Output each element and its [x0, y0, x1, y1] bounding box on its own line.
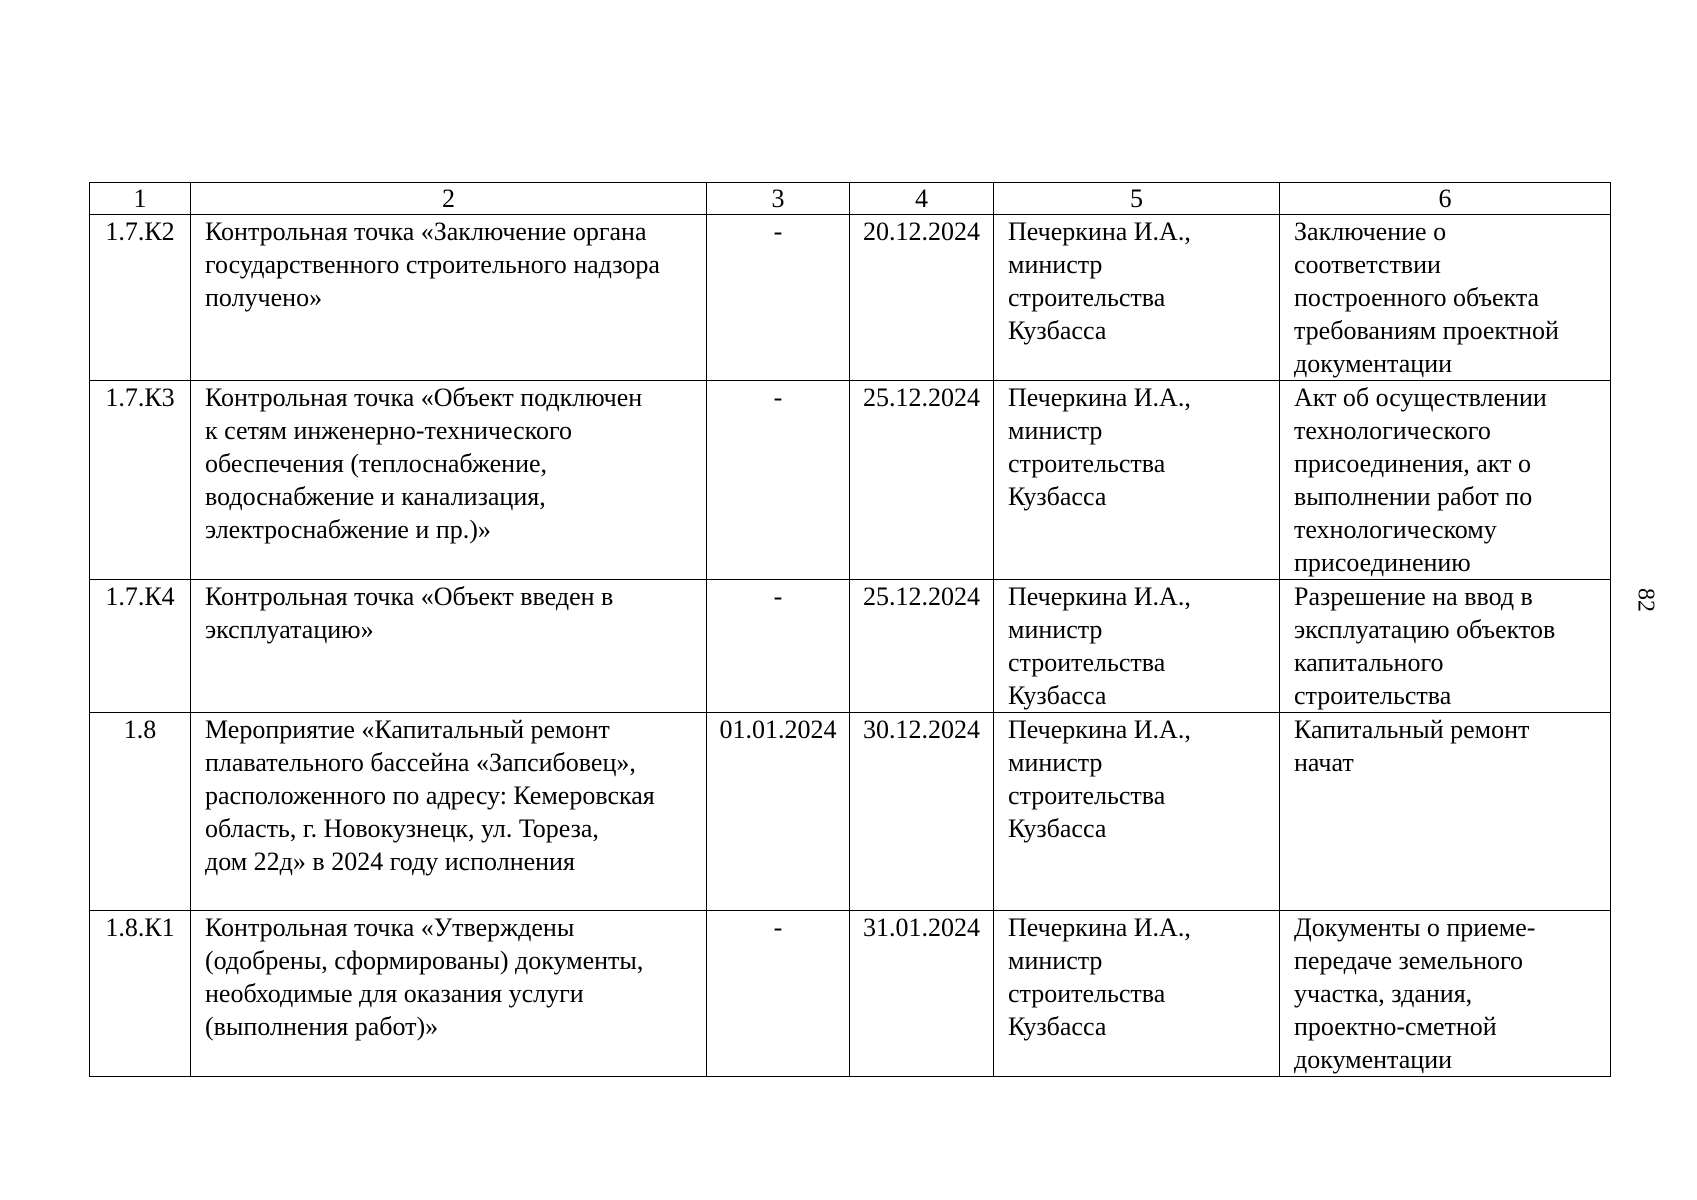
table-header-row — [90, 183, 1611, 215]
row-start-date: - — [707, 911, 850, 1077]
row-responsible: Печеркина И.А., министр строительства Кузбасса — [994, 911, 1280, 1077]
row-number: 1.7.К3 — [90, 381, 191, 580]
row-start-date: 01.01.2024 — [707, 713, 850, 911]
row-result: Документы о приеме- передаче земельного участка, здания, проектно-сметной документации — [1280, 911, 1611, 1077]
row-end-date: 30.12.2024 — [850, 713, 994, 911]
table-row — [90, 381, 1611, 580]
row-name: Контрольная точка «Утверждены (одобрены, сформированы) документы, необходимые для оказания услуги (выполнения работ)» — [191, 911, 707, 1077]
row-end-date: 25.12.2024 — [850, 580, 994, 713]
row-start-date: - — [707, 215, 850, 381]
row-number: 1.8 — [90, 713, 191, 911]
row-end-date: 31.01.2024 — [850, 911, 994, 1077]
page-number: 82 — [1632, 588, 1659, 612]
row-responsible: Печеркина И.А., министр строительства Кузбасса — [994, 580, 1280, 713]
table-row — [90, 215, 1611, 381]
row-number: 1.7.К2 — [90, 215, 191, 381]
column-header: 2 — [191, 183, 707, 215]
row-name: Контрольная точка «Объект подключен к сетям инженерно-технического обеспечения (теплоснабжение, водоснабжение и канализация, электроснабжение и пр.)» — [191, 381, 707, 580]
row-result: Капитальный ремонт начат — [1280, 713, 1611, 911]
row-number: 1.8.К1 — [90, 911, 191, 1077]
row-responsible: Печеркина И.А., министр строительства Кузбасса — [994, 381, 1280, 580]
row-responsible: Печеркина И.А., министр строительства Кузбасса — [994, 215, 1280, 381]
column-header: 5 — [994, 183, 1280, 215]
column-header: 3 — [707, 183, 850, 215]
row-name: Контрольная точка «Заключение органа государственного строительного надзора получено» — [191, 215, 707, 381]
row-result: Акт об осуществлении технологического присоединения, акт о выполнении работ по технологическому присоединению — [1280, 381, 1611, 580]
row-end-date: 20.12.2024 — [850, 215, 994, 381]
row-result: Разрешение на ввод в эксплуатацию объектов капитального строительства — [1280, 580, 1611, 713]
column-header: 1 — [90, 183, 191, 215]
row-start-date: - — [707, 381, 850, 580]
table-row — [90, 580, 1611, 713]
table-row — [90, 713, 1611, 911]
row-name: Контрольная точка «Объект введен в эксплуатацию» — [191, 580, 707, 713]
row-responsible: Печеркина И.А., министр строительства Кузбасса — [994, 713, 1280, 911]
column-header: 6 — [1280, 183, 1611, 215]
row-end-date: 25.12.2024 — [850, 381, 994, 580]
column-header: 4 — [850, 183, 994, 215]
table-row — [90, 911, 1611, 1077]
row-name: Мероприятие «Капитальный ремонт плавательного бассейна «Запсибовец», расположенного по адресу: Кемеровская область, г. Новокузнецк, ул. Тореза, дом 22д» в 2024 году исполнения — [191, 713, 707, 911]
row-result: Заключение о соответствии построенного объекта требованиям проектной документации — [1280, 215, 1611, 381]
document-table — [89, 182, 1611, 1077]
row-start-date: - — [707, 580, 850, 713]
row-number: 1.7.К4 — [90, 580, 191, 713]
